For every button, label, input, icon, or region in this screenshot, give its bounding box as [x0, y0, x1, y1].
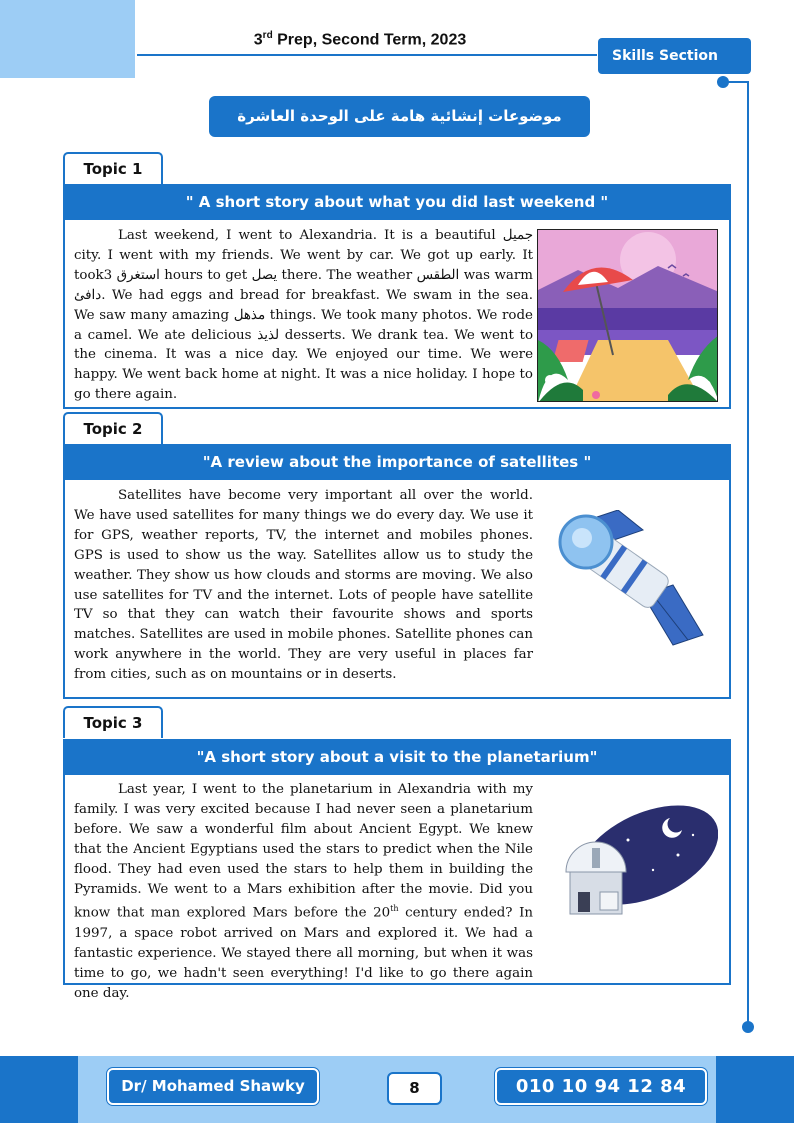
- beach-illustration: [537, 229, 718, 402]
- topic-1-tab: Topic 1: [63, 152, 163, 184]
- side-rail: [747, 81, 749, 1027]
- topic-2-title: "A review about the importance of satellites ": [63, 444, 731, 480]
- author-badge: Dr/ Mohamed Shawky: [107, 1068, 319, 1105]
- header-rule: [137, 54, 597, 56]
- page-header-title: 3rd Prep, Second Term, 2023: [253, 30, 467, 49]
- section-label: Skills Section: [598, 38, 751, 74]
- topic-3-tab: Topic 3: [63, 706, 163, 738]
- topic-2-body: Satellites have become very important all over the world. We have used satellites for many things we do every day. We use it for GPS, weather reports, TV, the internet and mobiles phones. GPS is used to show us the way. Satellites allow us to study the weather. They show us how clouds and storms are moving. We also use satellites for TV and the internet. Lots of people have satellite TV so that they can watch their favourite shows and sports matches. Satellites are used in mobile phones. Satellite phones can work anywhere in the world. They are very useful in places far from cities, such as on mountains or in deserts.: [74, 488, 533, 683]
- corner-accent: [0, 0, 135, 78]
- topic-1-title: " A short story about what you did last weekend ": [63, 184, 731, 220]
- topic-1-body: Last weekend, I went to Alexandria. It is a beautiful جميل city. I went with my friends. We went by car. We got up early. It took3 استغرق hours to get يصل there. The weather الطقس was warm دافئ. We had eggs and bread for breakfast. We swam in the sea. We saw many amazing مذهل things. We took many photos. We rode a camel. We ate delicious لذيذ desserts. We drank tea. We went to the cinema. It was a nice day. We enjoyed our time. We were happy. We went back home at night. It was a nice holiday. I hope to go there again.: [74, 228, 534, 403]
- topic-3-title: "A short story about a visit to the planetarium": [63, 739, 731, 775]
- arabic-heading: موضوعات إنشائية هامة على الوحدة العاشرة: [209, 96, 590, 137]
- phone-badge: 010 10 94 12 84: [495, 1068, 707, 1105]
- topic-2-tab: Topic 2: [63, 412, 163, 444]
- topic-3-body: Last year, I went to the planetarium in Alexandria with my family. I was very excited because I had never seen a planetarium before. We saw a wonderful film about Ancient Egypt. We knew that the Ancient Egyptians used the stars to predict when the Nile flood. They had even used the stars to help them in building the Pyramids. We went to a Mars exhibition after the movie. Did you know that man explored Mars before the 20th century ended? In 1997, a space robot arrived on Mars and explored it. We had a fantastic experience. We stayed there all morning, but when it was time to go, we hadn't seen everything! I'd like to go there again one day.: [74, 782, 533, 1001]
- page-number: 8: [387, 1072, 442, 1105]
- satellite-illustration: [548, 510, 708, 650]
- observatory-illustration: [548, 800, 718, 920]
- rail-dot-top: [717, 76, 729, 88]
- rail-dot-bottom: [742, 1021, 754, 1033]
